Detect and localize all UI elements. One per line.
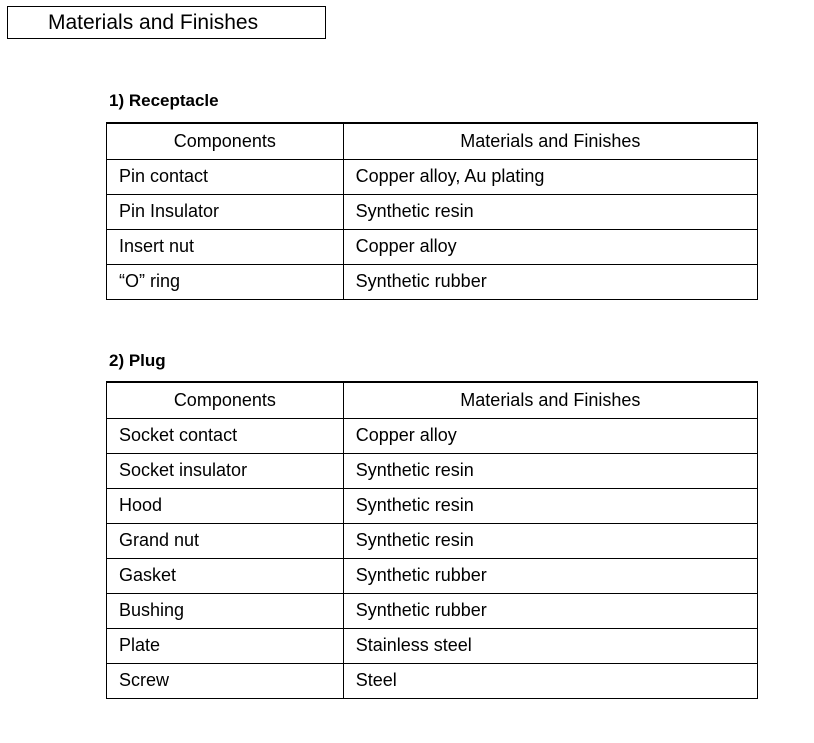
material-cell: Copper alloy, Au plating xyxy=(343,159,757,194)
table-row xyxy=(107,229,758,264)
receptacle-table xyxy=(106,122,758,300)
table-header-row xyxy=(107,123,758,159)
material-cell: Synthetic resin xyxy=(343,453,757,488)
table-row xyxy=(107,159,758,194)
table-row xyxy=(107,593,758,628)
table-row xyxy=(107,523,758,558)
component-cell: Plate xyxy=(107,628,344,663)
component-cell: Socket contact xyxy=(107,418,344,453)
component-cell: Socket insulator xyxy=(107,453,344,488)
table-row xyxy=(107,488,758,523)
material-cell: Stainless steel xyxy=(343,628,757,663)
column-header-materials: Materials and Finishes xyxy=(343,382,757,418)
component-cell: Gasket xyxy=(107,558,344,593)
material-cell: Synthetic resin xyxy=(343,194,757,229)
table-row xyxy=(107,194,758,229)
material-cell: Synthetic resin xyxy=(343,488,757,523)
material-cell: Copper alloy xyxy=(343,418,757,453)
table-row xyxy=(107,264,758,299)
component-cell: Screw xyxy=(107,663,344,698)
component-cell: Pin Insulator xyxy=(107,194,344,229)
material-cell: Synthetic resin xyxy=(343,523,757,558)
component-cell: Bushing xyxy=(107,593,344,628)
table-header-row xyxy=(107,382,758,418)
page-title: Materials and Finishes xyxy=(7,6,326,39)
component-cell: Pin contact xyxy=(107,159,344,194)
component-cell: Grand nut xyxy=(107,523,344,558)
plug-heading: 2) Plug xyxy=(109,351,166,370)
material-cell: Synthetic rubber xyxy=(343,558,757,593)
table-row xyxy=(107,628,758,663)
material-cell: Steel xyxy=(343,663,757,698)
component-cell: “O” ring xyxy=(107,264,344,299)
component-cell: Hood xyxy=(107,488,344,523)
column-header-components: Components xyxy=(107,123,344,159)
table-row xyxy=(107,558,758,593)
table-row xyxy=(107,663,758,698)
table-row xyxy=(107,418,758,453)
column-header-materials: Materials and Finishes xyxy=(343,123,757,159)
material-cell: Synthetic rubber xyxy=(343,264,757,299)
plug-table xyxy=(106,381,758,699)
column-header-components: Components xyxy=(107,382,344,418)
receptacle-heading: 1) Receptacle xyxy=(109,91,219,110)
material-cell: Synthetic rubber xyxy=(343,593,757,628)
material-cell: Copper alloy xyxy=(343,229,757,264)
table-row xyxy=(107,453,758,488)
component-cell: Insert nut xyxy=(107,229,344,264)
